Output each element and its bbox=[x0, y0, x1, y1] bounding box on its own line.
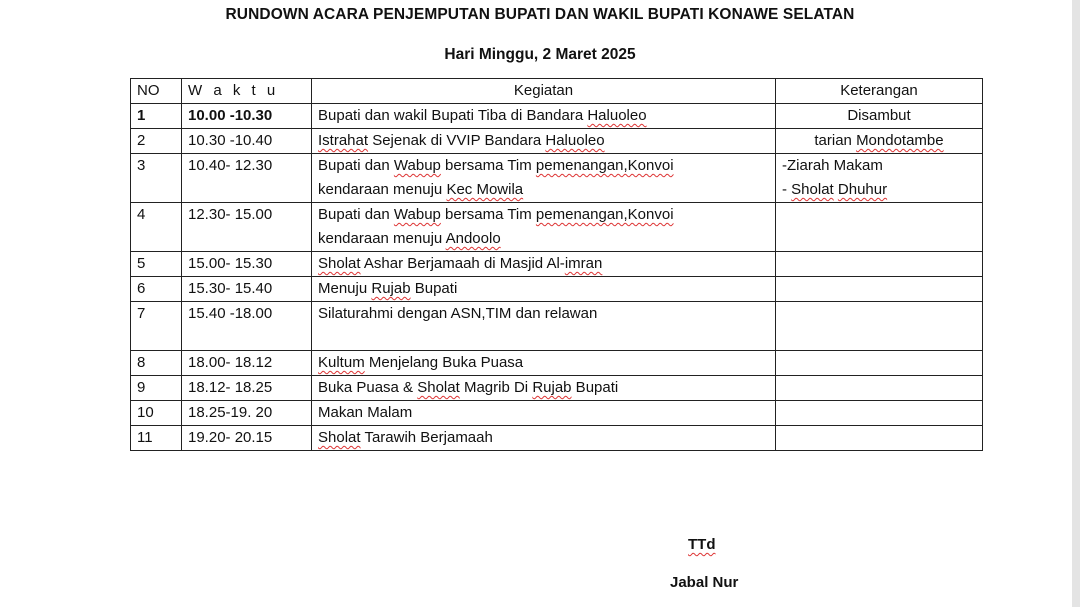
table-row bbox=[131, 129, 983, 154]
table-row bbox=[131, 104, 983, 129]
table-row bbox=[131, 426, 983, 451]
cell-kegiatan: Sholat Ashar Berjamaah di Masjid Al-imran bbox=[312, 252, 776, 277]
cell-kegiatan: Buka Puasa & Sholat Magrib Di Rujab Bupati bbox=[312, 376, 776, 401]
table-row bbox=[131, 401, 983, 426]
cell-kegiatan: Menuju Rujab Bupati bbox=[312, 277, 776, 302]
table-row bbox=[131, 302, 983, 351]
table-row bbox=[131, 277, 983, 302]
cell-keterangan bbox=[776, 252, 983, 277]
cell-keterangan bbox=[776, 401, 983, 426]
table-row bbox=[131, 351, 983, 376]
cell-kegiatan: Sholat Tarawih Berjamaah bbox=[312, 426, 776, 451]
cell-no: 10 bbox=[131, 401, 182, 426]
kegiatan-line: Bupati dan Wabup bersama Tim pemenangan,Konvoi bbox=[318, 206, 674, 223]
signature-ttd: TTd bbox=[688, 536, 716, 553]
kegiatan-line: kendaraan menuju Kec Mowila bbox=[318, 181, 524, 198]
cell-waktu: 18.00- 18.12 bbox=[182, 351, 312, 376]
cell-keterangan bbox=[776, 154, 983, 203]
cell-waktu: 15.00- 15.30 bbox=[182, 252, 312, 277]
cell-waktu: 18.12- 18.25 bbox=[182, 376, 312, 401]
cell-waktu: 15.30- 15.40 bbox=[182, 277, 312, 302]
table-row bbox=[131, 252, 983, 277]
table-header-row bbox=[131, 79, 983, 104]
cell-kegiatan: Bupati dan wakil Bupati Tiba di Bandara Haluoleo bbox=[312, 104, 776, 129]
cell-keterangan bbox=[776, 277, 983, 302]
keterangan-line: - Sholat Dhuhur bbox=[782, 181, 888, 198]
cell-kegiatan: Istrahat Sejenak di VVIP Bandara Haluoleo bbox=[312, 129, 776, 154]
cell-no: 5 bbox=[131, 252, 182, 277]
rundown-table bbox=[130, 78, 983, 451]
keterangan-line: -Ziarah Makam bbox=[782, 157, 883, 174]
cell-no: 9 bbox=[131, 376, 182, 401]
header-waktu: W a k t u bbox=[182, 79, 312, 104]
header-keterangan: Keterangan bbox=[776, 79, 983, 104]
signatory-name: Jabal Nur bbox=[670, 574, 739, 591]
cell-keterangan bbox=[776, 351, 983, 376]
cell-waktu: 10.00 -10.30 bbox=[182, 104, 312, 129]
cell-kegiatan bbox=[312, 203, 776, 252]
cell-no: 1 bbox=[131, 104, 182, 129]
cell-waktu: 19.20- 20.15 bbox=[182, 426, 312, 451]
cell-waktu: 12.30- 15.00 bbox=[182, 203, 312, 252]
cell-no: 8 bbox=[131, 351, 182, 376]
cell-no: 7 bbox=[131, 302, 182, 351]
cell-waktu: 18.25-19. 20 bbox=[182, 401, 312, 426]
kegiatan-line: Bupati dan Wabup bersama Tim pemenangan,Konvoi bbox=[318, 157, 674, 174]
cell-no: 4 bbox=[131, 203, 182, 252]
cell-keterangan: Disambut bbox=[776, 104, 983, 129]
header-no: NO bbox=[131, 79, 182, 104]
cell-no: 6 bbox=[131, 277, 182, 302]
cell-no: 11 bbox=[131, 426, 182, 451]
header-kegiatan: Kegiatan bbox=[312, 79, 776, 104]
cell-waktu: 15.40 -18.00 bbox=[182, 302, 312, 351]
cell-no: 3 bbox=[131, 154, 182, 203]
cell-no: 2 bbox=[131, 129, 182, 154]
table-row bbox=[131, 376, 983, 401]
table-row bbox=[131, 154, 983, 203]
cell-kegiatan bbox=[312, 154, 776, 203]
cell-kegiatan: Kultum Menjelang Buka Puasa bbox=[312, 351, 776, 376]
cell-keterangan: tarian Mondotambe bbox=[776, 129, 983, 154]
cell-keterangan bbox=[776, 203, 983, 252]
cell-kegiatan: Makan Malam bbox=[312, 401, 776, 426]
cell-keterangan bbox=[776, 302, 983, 351]
document-title: RUNDOWN ACARA PENJEMPUTAN BUPATI DAN WAKIL BUPATI KONAWE SELATAN bbox=[225, 6, 855, 23]
cell-kegiatan: Silaturahmi dengan ASN,TIM dan relawan bbox=[312, 302, 776, 351]
cell-waktu: 10.30 -10.40 bbox=[182, 129, 312, 154]
page-edge bbox=[1072, 0, 1080, 607]
table-row bbox=[131, 203, 983, 252]
cell-waktu: 10.40- 12.30 bbox=[182, 154, 312, 203]
cell-keterangan bbox=[776, 376, 983, 401]
kegiatan-line: kendaraan menuju Andoolo bbox=[318, 230, 501, 247]
document-date: Hari Minggu, 2 Maret 2025 bbox=[444, 46, 636, 63]
cell-keterangan bbox=[776, 426, 983, 451]
